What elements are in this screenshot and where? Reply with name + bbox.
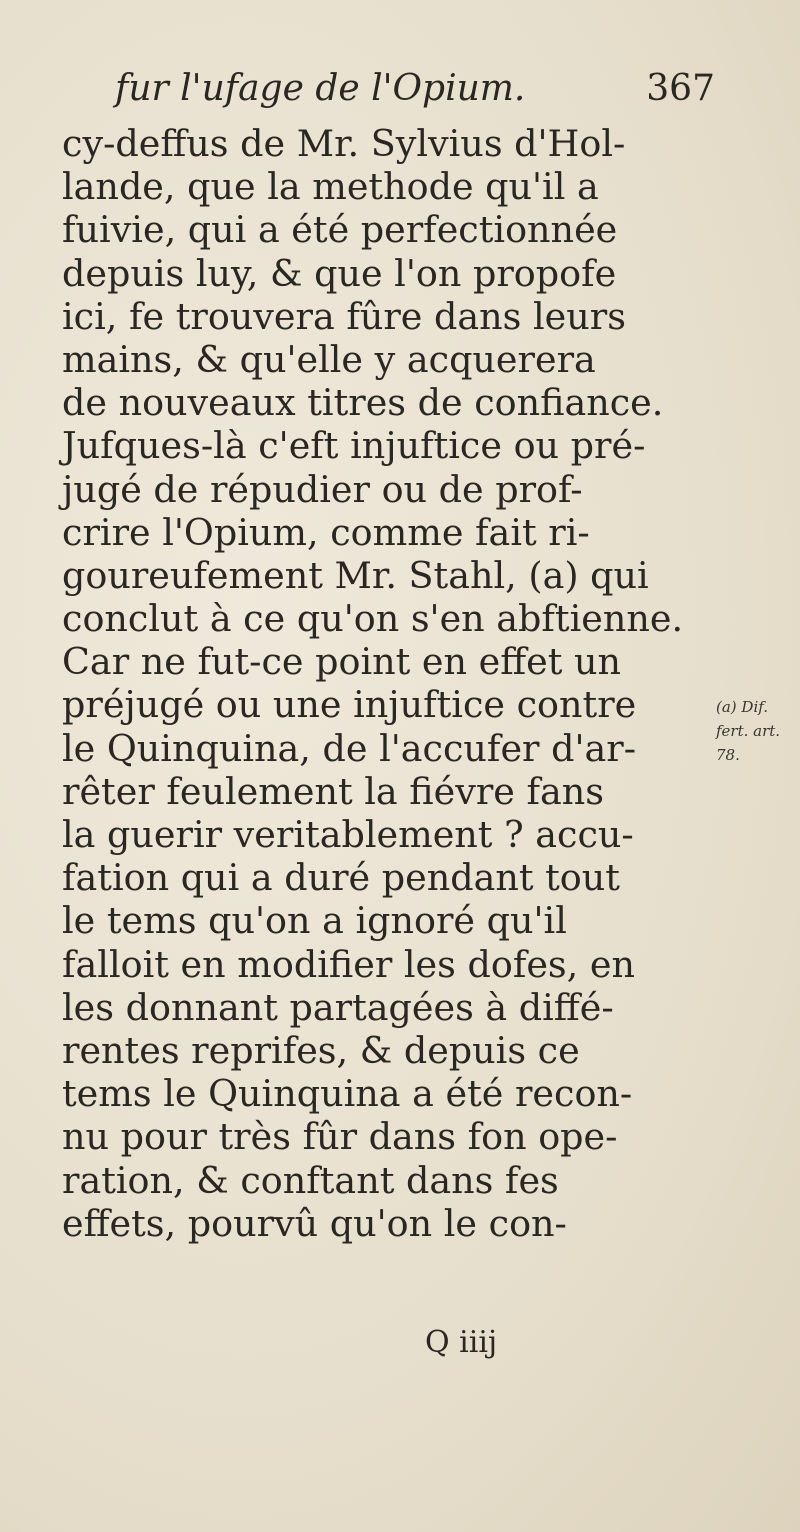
text-line: depuis luy, & que l'on propofe xyxy=(62,251,617,295)
signature-mark: Q iiij xyxy=(425,1325,498,1360)
page-header xyxy=(115,60,715,120)
text-line: goureufement Mr. Stahl, (a) qui xyxy=(62,553,649,597)
text-line: le tems qu'on a ignoré qu'il xyxy=(62,899,567,943)
text-line: Jufques-là c'eft injuftice ou pré- xyxy=(62,424,646,468)
text-line: jugé de répudier ou de prof- xyxy=(62,467,583,511)
marginal-footnote xyxy=(716,695,796,767)
text-line: le Quinquina, de l'accufer d'ar- xyxy=(62,726,637,770)
text-line: crire l'Opium, comme fait ri- xyxy=(62,510,590,554)
text-line: rentes reprifes, & depuis ce xyxy=(62,1028,580,1072)
text-line: préjugé ou une injuftice contre xyxy=(62,683,637,727)
text-line: fation qui a duré pendant tout xyxy=(62,856,620,900)
text-line: tems le Quinquina a été recon- xyxy=(62,1072,633,1116)
text-line: Car ne fut-ce point en effet un xyxy=(62,640,622,684)
text-line: de nouveaux titres de confiance. xyxy=(62,381,664,425)
text-line: mains, & qu'elle y acquerera xyxy=(62,337,596,381)
text-line: cy-deffus de Mr. Sylvius d'Hol- xyxy=(62,122,626,165)
text-line: rêter feulement la fiévre fans xyxy=(62,769,605,813)
text-line: ici, fe trouvera fûre dans leurs xyxy=(62,294,626,338)
text-line: les donnant partagées à diffé- xyxy=(62,985,614,1029)
page-number: 367 xyxy=(646,68,715,109)
text-line: effets, pourvû qu'on le con- xyxy=(62,1201,567,1245)
text-line: falloit en modifier les dofes, en xyxy=(62,942,635,986)
text-line: la guerir veritablement ? accu- xyxy=(62,813,634,856)
text-line: conclut à ce qu'on s'en abftienne. xyxy=(62,597,684,641)
text-line: fuivie, qui a été perfectionnée xyxy=(62,208,618,252)
margin-note-line: (a) Dif. xyxy=(716,698,769,716)
margin-note-line: 78. xyxy=(716,746,740,764)
text-line: lande, que la methode qu'il a xyxy=(62,165,599,209)
running-title: fur l'ufage de l'Opium. xyxy=(115,68,526,109)
text-line: nu pour très fûr dans fon ope- xyxy=(62,1115,618,1159)
text-line: ration, & conftant dans fes xyxy=(62,1158,559,1202)
margin-note-line: fert. art. xyxy=(716,722,781,740)
body-text xyxy=(62,122,712,1245)
